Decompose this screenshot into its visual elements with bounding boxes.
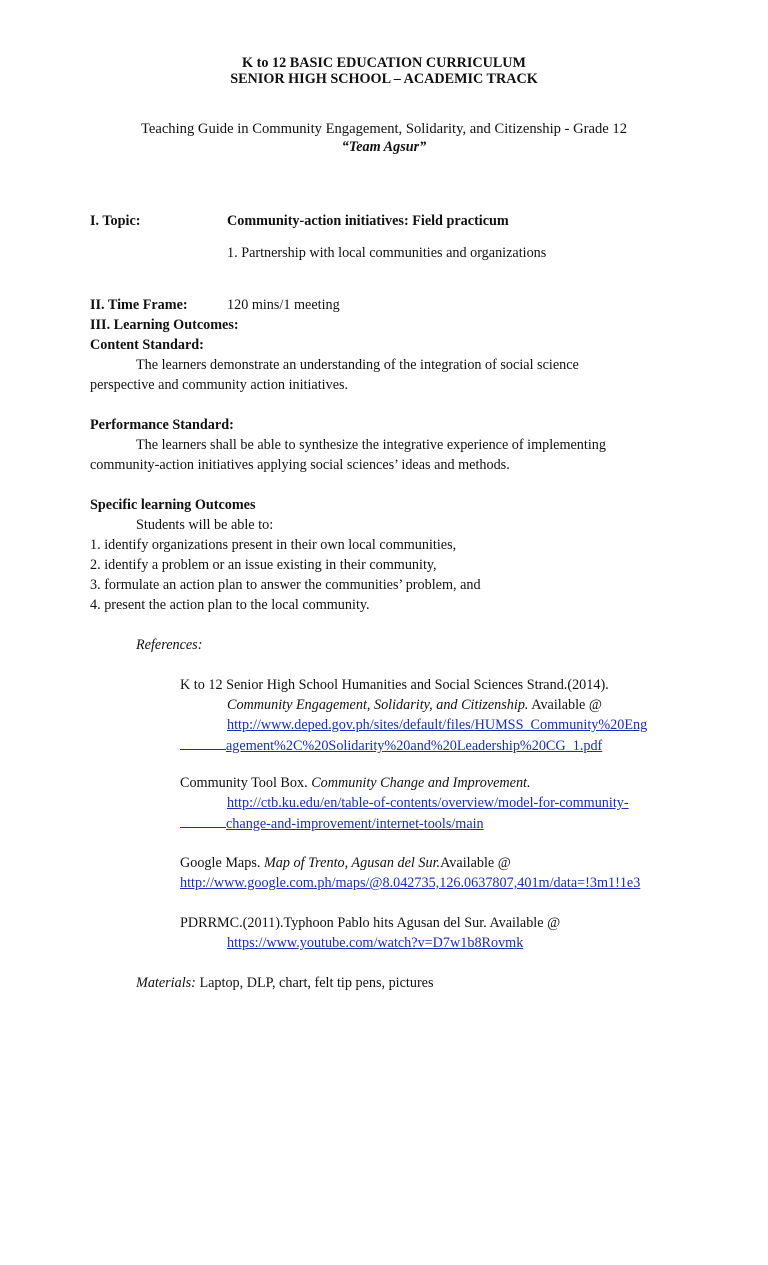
- ref3-url[interactable]: http://www.google.com.ph/maps/@8.042735,126.0637807,401m/data=!3m1!1e3: [180, 875, 641, 891]
- topic-subitem: 1. Partnership with local communities and organizations: [227, 245, 547, 261]
- guide-title: Teaching Guide in Community Engagement, Solidarity, and Citizenship - Grade 12: [140, 121, 627, 137]
- learning-outcomes-label: III. Learning Outcomes:: [90, 317, 239, 333]
- ref1-line-1: K to 12 Senior High School Humanities and Social Sciences Strand.(2014).: [180, 677, 609, 693]
- ref1-indent-underline: [180, 736, 226, 750]
- time-frame-value: 120 mins/1 meeting: [227, 297, 340, 313]
- specific-outcomes-intro: Students will be able to:: [136, 517, 274, 533]
- ref2-author: Community Tool Box.: [180, 775, 312, 791]
- ref1-available: Available @: [528, 697, 602, 713]
- ref2-title: Community Change and Improvement.: [311, 775, 531, 791]
- ref2-url-line-2[interactable]: change-and-improvement/internet-tools/main: [226, 816, 484, 832]
- ref1-title-line: [227, 696, 602, 714]
- topic-value: Community-action initiatives: Field practicum: [227, 213, 509, 229]
- ref1-title: Community Engagement, Solidarity, and Citizenship.: [227, 697, 529, 713]
- ref4-line-1: PDRRMC.(2011).Typhoon Pablo hits Agusan del Sur. Available @: [180, 915, 561, 931]
- outcome-item-4: 4. present the action plan to the local community.: [90, 597, 370, 613]
- ref2-url-line-1[interactable]: http://ctb.ku.edu/en/table-of-contents/overview/model-for-community-: [227, 795, 629, 811]
- outcome-item-3: 3. formulate an action plan to answer the communities’ problem, and: [90, 577, 481, 593]
- specific-outcomes-label: Specific learning Outcomes: [90, 497, 256, 513]
- ref1-url-line-1[interactable]: http://www.deped.gov.ph/sites/default/files/HUMSS_Community%20Eng: [227, 717, 648, 733]
- ref2-url-line-2-wrap: [180, 814, 484, 833]
- ref2-line-1: [180, 774, 531, 792]
- performance-standard-line-2: community-action initiatives applying social sciences’ ideas and methods.: [90, 457, 510, 473]
- materials-label: Materials:: [136, 975, 196, 991]
- team-name: “Team Agsur”: [341, 139, 427, 155]
- ref3-line-1: [180, 854, 511, 872]
- header-line-2: SENIOR HIGH SCHOOL – ACADEMIC TRACK: [230, 71, 538, 87]
- performance-standard-line-1: The learners shall be able to synthesize the integrative experience of implementing: [136, 437, 606, 453]
- materials-line: [136, 974, 434, 992]
- performance-standard-label: Performance Standard:: [90, 417, 234, 433]
- topic-label: I. Topic:: [90, 213, 141, 229]
- content-standard-label: Content Standard:: [90, 337, 204, 353]
- outcome-item-1: 1. identify organizations present in their own local communities,: [90, 537, 457, 553]
- ref4-url[interactable]: https://www.youtube.com/watch?v=D7w1b8Rovmk: [227, 935, 524, 951]
- ref3-title: Map of Trento, Agusan del Sur.: [263, 855, 441, 871]
- ref3-author: Google Maps.: [180, 855, 264, 871]
- header-line-1: K to 12 BASIC EDUCATION CURRICULUM: [242, 55, 526, 71]
- ref3-available: Available @: [440, 855, 511, 871]
- ref2-indent-underline: [180, 814, 226, 828]
- time-frame-label: II. Time Frame:: [90, 297, 188, 313]
- materials-value: Laptop, DLP, chart, felt tip pens, pictures: [195, 975, 434, 991]
- references-label: References:: [136, 637, 203, 653]
- content-standard-line-1: The learners demonstrate an understanding of the integration of social science: [136, 357, 579, 373]
- ref1-url-line-2[interactable]: agement%2C%20Solidarity%20and%20Leadership%20CG_1.pdf: [226, 738, 603, 754]
- ref1-url-line-2-wrap: [180, 736, 602, 755]
- outcome-item-2: 2. identify a problem or an issue existing in their community,: [90, 557, 437, 573]
- content-standard-line-2: perspective and community action initiatives.: [90, 377, 349, 393]
